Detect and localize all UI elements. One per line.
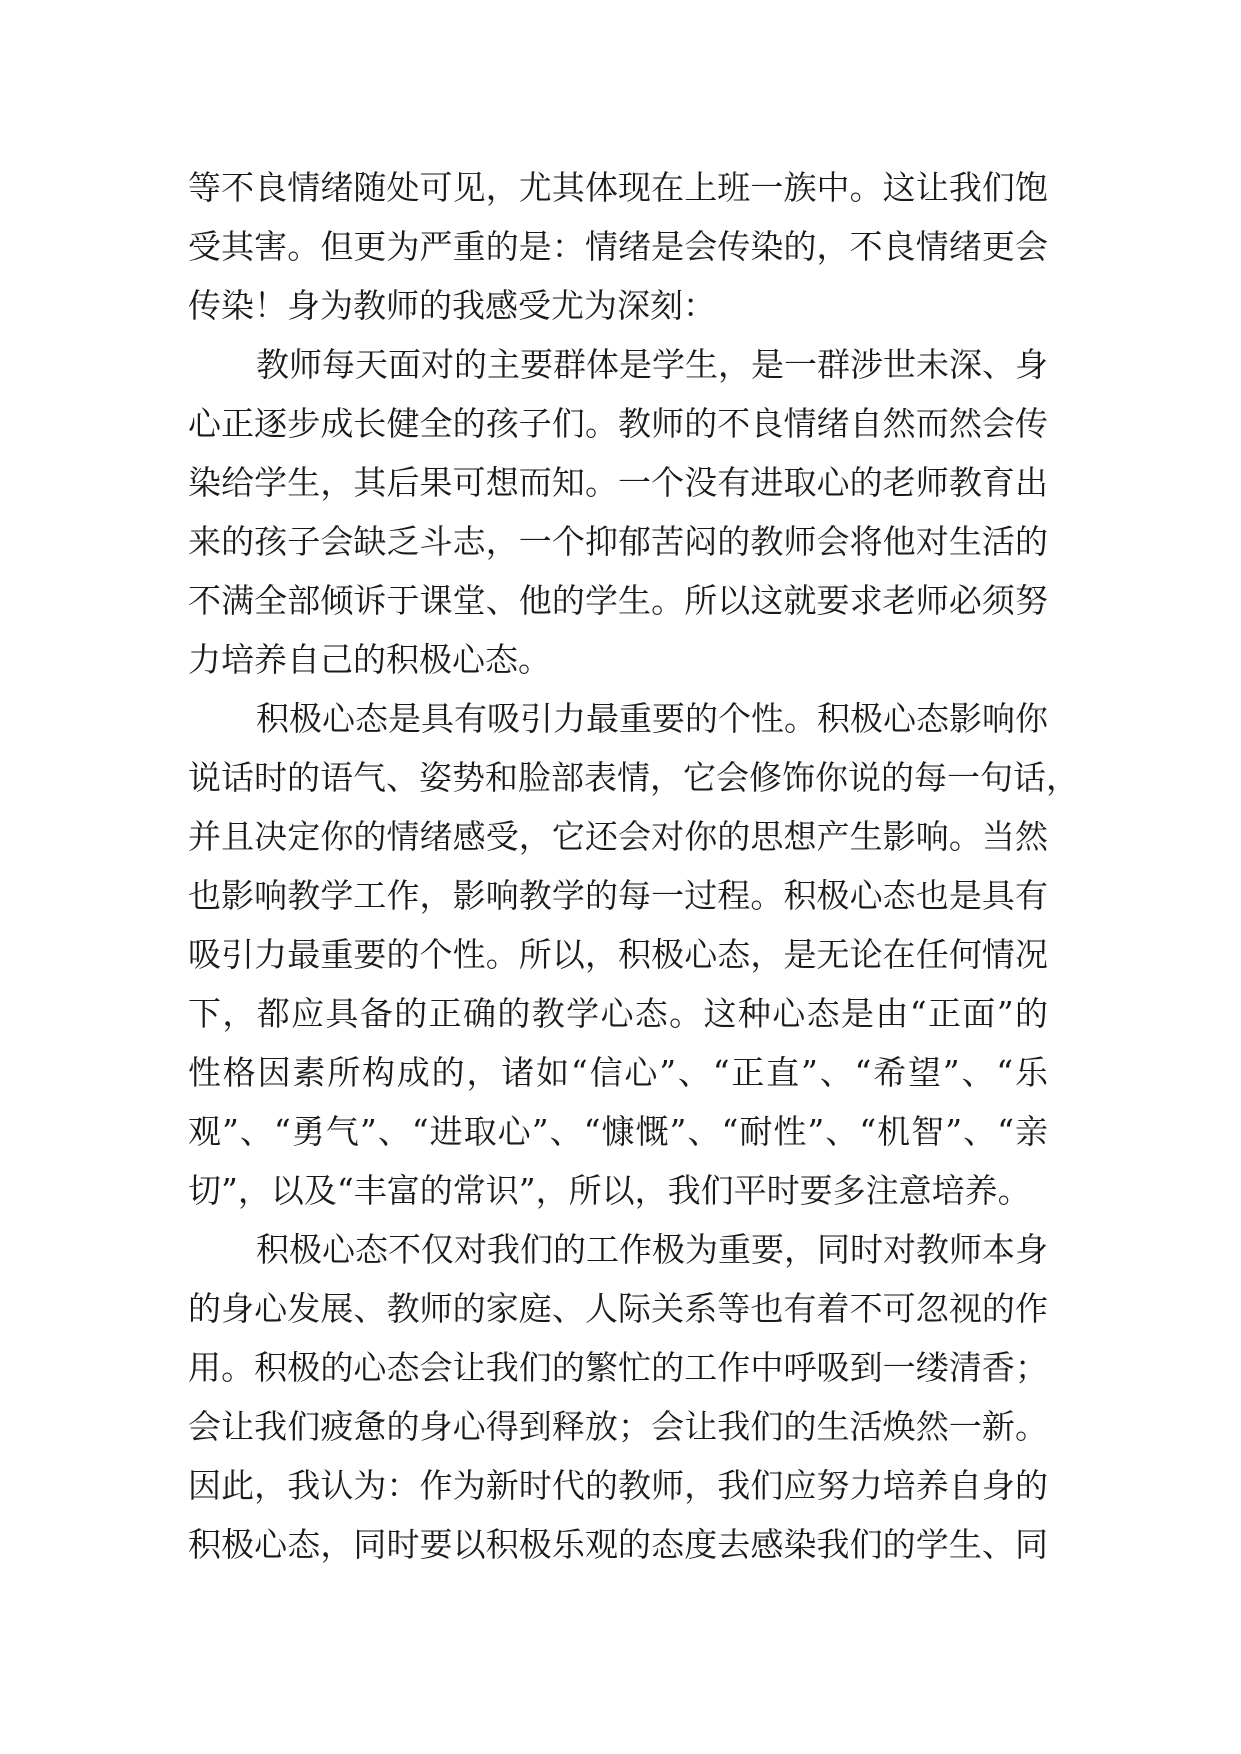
text-line: 受其害。但更为严重的是：情绪是会传染的，不良情绪更会 bbox=[188, 227, 1048, 266]
text-line: 的身心发展、教师的家庭、人际关系等也有着不可忽视的作 bbox=[188, 1289, 1048, 1328]
text-line: 切”，以及“丰富的常识”，所以，我们平时要多注意培养。 bbox=[188, 1171, 1031, 1210]
text-line: 传染！身为教师的我感受尤为深刻： bbox=[188, 286, 716, 325]
text-line: 会让我们疲惫的身心得到释放；会让我们的生活焕然一新。 bbox=[188, 1407, 1048, 1446]
text-line: 不满全部倾诉于课堂、他的学生。所以这就要求老师必须努 bbox=[188, 581, 1048, 620]
text-line: 来的孩子会缺乏斗志，一个抑郁苦闷的教师会将他对生活的 bbox=[188, 522, 1048, 561]
text-line: 因此，我认为：作为新时代的教师，我们应努力培养自身的 bbox=[188, 1466, 1048, 1505]
text-line: 并且决定你的情绪感受，它还会对你的思想产生影响。当然 bbox=[188, 817, 1048, 856]
text-line: 等不良情绪随处可见，尤其体现在上班一族中。这让我们饱 bbox=[188, 168, 1048, 207]
text-line: 性格因素所构成的，诸如“信心”、“正直”、“希望”、“乐 bbox=[188, 1053, 1048, 1092]
text-line: 用。积极的心态会让我们的繁忙的工作中呼吸到一缕清香； bbox=[188, 1348, 1048, 1387]
paragraph-first-line: 教师每天面对的主要群体是学生，是一群涉世未深、身 bbox=[256, 345, 1048, 384]
text-line: 心正逐步成长健全的孩子们。教师的不良情绪自然而然会传 bbox=[188, 404, 1048, 443]
paragraph-first-line: 积极心态不仅对我们的工作极为重要，同时对教师本身 bbox=[256, 1230, 1048, 1269]
text-line: 说话时的语气、姿势和脸部表情，它会修饰你说的每一句话， bbox=[188, 758, 1079, 797]
text-line: 力培养自己的积极心态。 bbox=[188, 640, 551, 679]
text-line: 染给学生，其后果可想而知。一个没有进取心的老师教育出 bbox=[188, 463, 1048, 502]
body-text bbox=[188, 158, 1079, 1574]
paragraph-first-line: 积极心态是具有吸引力最重要的个性。积极心态影响你 bbox=[256, 699, 1048, 738]
text-line: 积极心态，同时要以积极乐观的态度去感染我们的学生、同 bbox=[188, 1525, 1048, 1564]
text-line: 也影响教学工作，影响教学的每一过程。积极心态也是具有 bbox=[188, 876, 1048, 915]
text-line: 吸引力最重要的个性。所以，积极心态，是无论在任何情况 bbox=[188, 935, 1048, 974]
text-line: 观”、“勇气”、“进取心”、“慷慨”、“耐性”、“机智”、“亲 bbox=[188, 1112, 1048, 1151]
text-line: 下，都应具备的正确的教学心态。这种心态是由“正面”的 bbox=[188, 994, 1048, 1033]
